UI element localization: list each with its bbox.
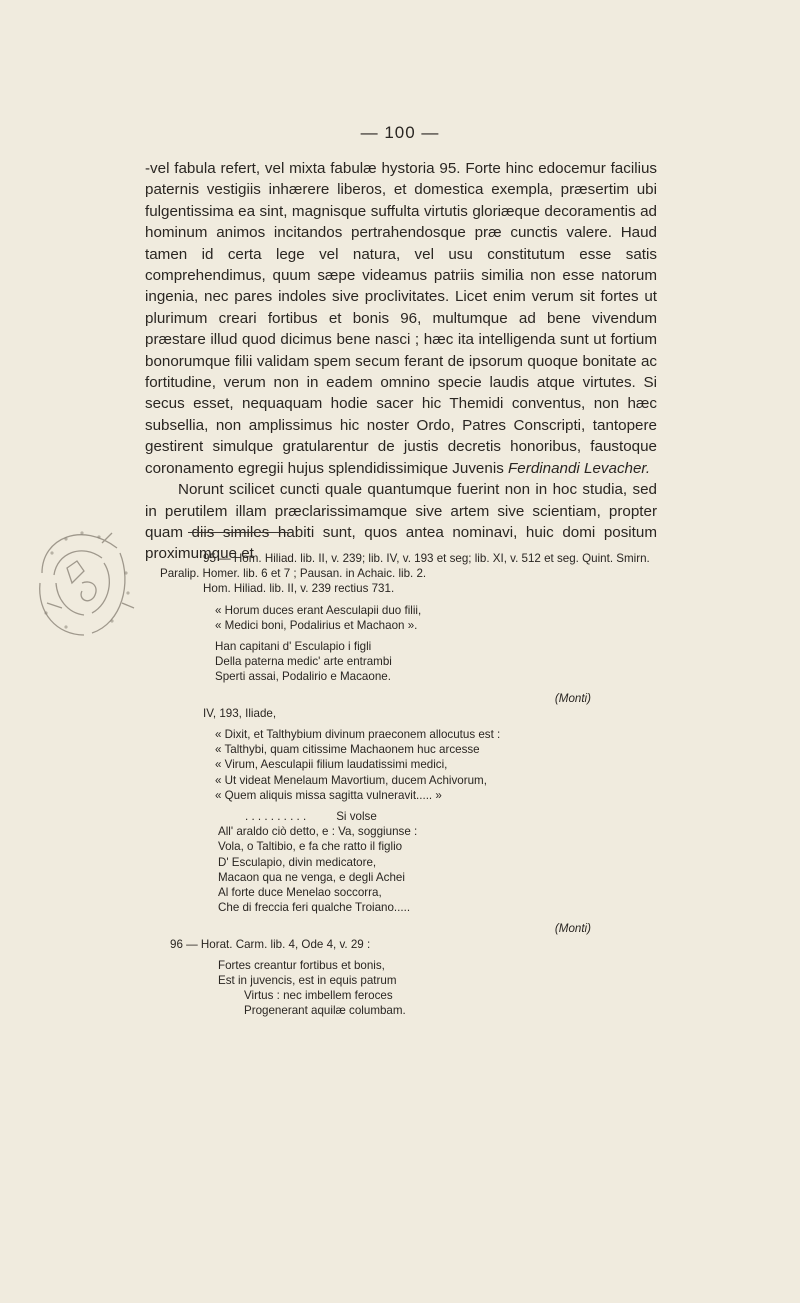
verse-italian-2: Al forte duce Menelao soccorra, (218, 886, 382, 900)
citation-monti-1: (Monti) (554, 691, 591, 705)
main-text (145, 158, 657, 565)
ellipsis-dots: . . . . . . . . . . (245, 810, 307, 824)
verse-italian-2: All' araldo ciò detto, e : Va, soggiunse : (218, 825, 418, 839)
verse-italian-2: D' Esculapio, divin medicatore, (218, 855, 377, 869)
si-volse: Si volse (336, 810, 377, 824)
footnote-95-line-1: 95 — Hom. Hiliad. lib. II, v. 239; lib. IV, v. 193 et seg; lib. XI, v. 512 et seg. Quint. Smirn. (203, 552, 650, 565)
footnote-95-line-2: Paralip. Homer. lib. 6 et 7 ; Pausan. in Achaic. lib. 2. (160, 567, 427, 581)
citation-monti-2: (Monti) (554, 922, 591, 936)
verse-italian-2: Vola, o Taltibio, e fa che ratto il figlio (218, 840, 403, 854)
quote-latin-2: « Talthybi, quam citissime Machaonem huc arcesse (215, 743, 480, 757)
paragraph-2: Norunt scilicet cuncti quale quantumque fuerint non in hoc studia, sed in perutilem illam præclarissimamque sive artem sive scientiam, propter quam diis similes habiti sunt, quos antea nominavi, huic domi positum proximumque et (145, 481, 657, 563)
name-ferdinandi-levacher: Ferdinandi Levacher. (508, 459, 651, 477)
footnote-95-line-3: Hom. Hiliad. lib. II, v. 239 rectius 731. (203, 582, 395, 596)
quote-latin-2: « Quem aliquis missa sagitta vulneravit..... » (215, 788, 442, 802)
verse-italian-2: Macaon qua ne venga, e degli Achei (218, 870, 405, 884)
quote-latin-2: « Dixit, et Talthybium divinum praeconem allocutus est : (215, 728, 501, 742)
ellipsis-line (160, 809, 660, 824)
paragraph-1-text: -vel fabula refert, vel mixta fabulæ hystoria 95. Forte hinc edocemur facilius paternis vestigiis inhærere liberos, et domestica exempla, præsertim ubi fulgentissima ea sint, magnisque suffulta virtutis gloriæque decoramentis ad hominum animos incitandos pertrahendosque præ cunctis valere. Haud tamen id certa lege vel natura, vel usu constitutum esse satis comprehendimus, quum sæpe videamus patriis similia non esse natorum ingenia, nec pares indoles sive proclivitates. Licet enim verum sit fortes ut plurimum creari fortibus et bonis 96, multumque ad bene vivendum præstare illud quod dicimus bene nasci ; hæc ita intelligenda sunt ut fortium bonorumque filii validam spem secum ferant de ipsorum quoque bonitate ac fortitudine, verum non in eadem omnino specie laudis atque virtutes. Si secus esset, nequaquam hodie sacer hic Themidi conventus, non hæc subsellia, non amplissimus hic noster Ordo, Patres Conscripti, tantopere gestirent simulque gratularentur de justis decretis honoribus, faustoque coronamento egregii hujus splendidissimique Juvenis (145, 160, 657, 477)
verse-italian-1: Della paterna medic' arte entrambi (215, 655, 392, 669)
quote-latin-1: « Horum duces erant Aesculapii duo filii, (215, 603, 422, 617)
footnote-96: 96 — Horat. Carm. lib. 4, Ode 4, v. 29 : (170, 937, 371, 951)
quote-latin-2: « Ut videat Menelaum Mavortium, ducem Achivorum, (215, 773, 487, 787)
quote-latin-1: « Medici boni, Podalirius et Machaon ». (215, 618, 418, 632)
iliad-reference: IV, 193, Iliade, (203, 706, 277, 720)
horace-verse: Virtus : nec imbellem feroces (244, 989, 393, 1003)
library-stamp-icon (22, 513, 142, 643)
horace-verse: Est in juvencis, est in equis patrum (218, 974, 397, 988)
verse-italian-2: Che di freccia feri qualche Troiano..... (218, 901, 411, 915)
verse-italian-1: Han capitani d' Esculapio i figli (215, 640, 372, 654)
paragraph-1 (145, 158, 657, 479)
horace-verse: Progenerant aquilæ columbam. (244, 1004, 406, 1018)
footnotes (160, 551, 660, 1019)
horace-verse: Fortes creantur fortibus et bonis, (218, 958, 385, 972)
verse-italian-1: Sperti assai, Podalirio e Macaone. (215, 670, 391, 684)
page-number: — 100 — (360, 123, 440, 142)
footnote-rule (188, 532, 288, 533)
quote-latin-2: « Virum, Aesculapii filium laudatissimi medici, (215, 758, 448, 772)
